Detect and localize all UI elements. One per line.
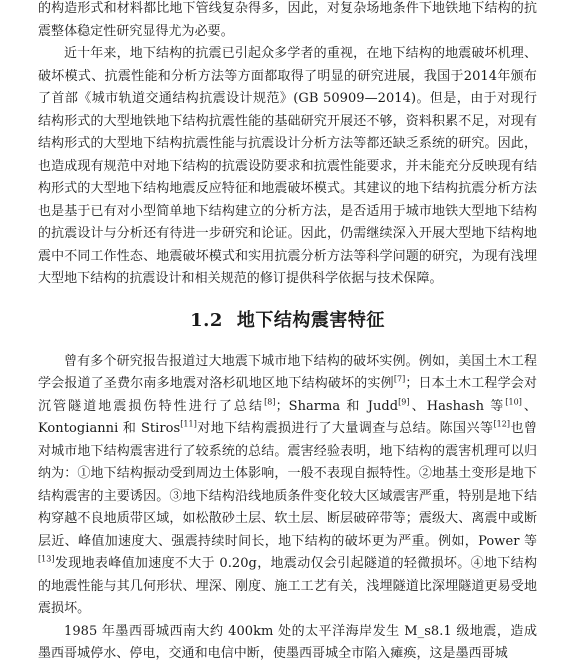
text-run: 对地下结构震损进行了大量调查与总结。陈国兴等 — [196, 421, 494, 436]
text-run: 也曾对城市地下结构震害进行了较系统的总结。震害经验表明，地下结构的震害机理可以归纳为：①地下结构振动受到周边土体影响，一般不表现自振特性。②地基土变形是地下结构震害的主要诱因。③地下结构沿线地质条件变化较大区域震害严重，特别是地下结构穿越不良地质带区域，如松散砂土层、软土层、断层破碎带等；震级大、离震中或断层近、峰值加速度大、强震持续时间长，地下结构的破坏更为严重。例如，Power 等 — [38, 421, 537, 549]
text-run: ；Sharma 和 Judd — [275, 398, 399, 414]
citation-ref: [10] — [505, 397, 522, 407]
text-run: 、Hashash 等 — [409, 398, 506, 414]
paragraph-research-progress: 近十年来，地下结构的抗震已引起众多学者的重视，在地下结构的地震破坏机理、破坏模式、抗震性能和分析方法等方面都取得了明显的研究进展，我国于2014年颁布了首部《城市轨道交通结构抗震设计规范》(GB 50909—2014)。但是，由于对现行结构形式的大型地铁地下结构抗震性能的基础研究开展还不够，资料积累不足，对现有结构形式的大型地下结构抗震性能与抗震设计分析方法等都还缺乏系统的研究。因此，也造成现有规范中对地下结构的抗震设防要求和抗震性能要求，并未能充分反映现有结构形式的大型地下结构地震反应特征和地震破坏模式。其建议的地下结构抗震分析方法也是基于已有对小型简单地下结构建立的分析方法，是否适用于城市地铁大型地下结构的抗震设计与分析还有待进一步研究和论证。因此，仍需继续深入开展大型地下结构地震中不同工作性态、地震破坏模式和实用抗震分析方法等科学问题的研究，为现有浅埋大型地下结构的抗震设计和相关规范的修订提供科学依据与技术保障。 — [38, 46, 537, 286]
citation-ref: [13] — [38, 554, 55, 564]
paragraph-damage-cases — [38, 351, 537, 621]
citation-ref: [12] — [493, 419, 511, 429]
text-run: 曾有多个研究报告报道过大地震下城市地下结构的破坏实例。例如，美国土木工程学会报道了圣费尔南多地震对洛杉矶地区地下结构破坏的实例 — [38, 353, 537, 391]
section-heading — [38, 309, 537, 333]
text-run: 、Kontogianni 和 Stiros — [38, 398, 537, 436]
section-number: 1.2 — [190, 309, 223, 331]
section-title: 地下结构震害特征 — [236, 309, 385, 331]
citation-ref: [11] — [180, 419, 197, 429]
text-run: 发现地表峰值加速度不大于 0.20g，地震动仅会引起隧道的轻微损坏。④地下结构的地震性能与其几何形状、埋深、刚度、施工工艺有关，浅埋隧道比深埋隧道更易受地震损坏。 — [38, 556, 537, 616]
paragraph-continued: 的构造形式和材料都比地下管线复杂得多，因此，对复杂场地条件下地铁地下结构的抗震整体稳定性研究显得尤为必要。 — [38, 1, 537, 39]
text-run: ；日本土木工程学会对沉管隧道地震损伤特性进行了总结 — [38, 376, 537, 414]
citation-ref: [9] — [398, 397, 410, 407]
citation-ref: [7] — [393, 374, 406, 384]
citation-ref: [8] — [264, 397, 276, 407]
paragraph-mexico-earthquake: 1985 年墨西哥城西南大约 400km 处的太平洋海岸发生 M_s8.1 级地震，造成墨西哥城停水、停电，交通和电信中断，使墨西哥城全市陷入瘫痪，这是墨西哥城 — [38, 623, 537, 661]
